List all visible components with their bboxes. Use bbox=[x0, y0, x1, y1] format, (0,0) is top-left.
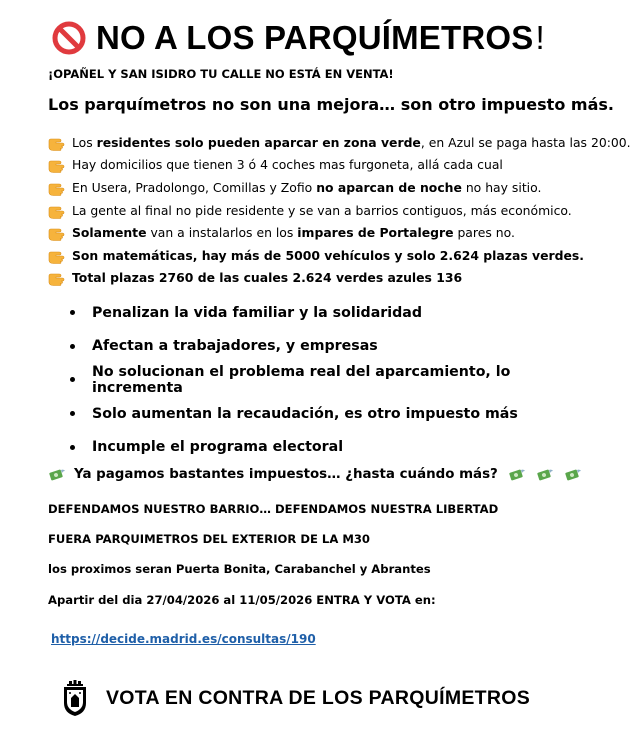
prohibited-icon bbox=[52, 21, 86, 55]
hand-bullet-item bbox=[48, 154, 588, 177]
page-title bbox=[52, 14, 545, 62]
money-line bbox=[48, 467, 582, 482]
bullet-text-part: residentes solo pueden aparcar en zona verde bbox=[96, 134, 421, 150]
pointing-hand-icon bbox=[48, 179, 67, 196]
footer-call-to-action bbox=[62, 680, 530, 716]
bullet-dot bbox=[70, 310, 75, 315]
pointing-hand-icon bbox=[48, 202, 67, 219]
bullet-text-part: Son matemáticas, hay más de 5000 vehículos y solo 2.624 plazas verdes. bbox=[72, 247, 584, 263]
title-text: NO A LOS PARQUÍMETROS bbox=[96, 19, 534, 56]
dot-bullet-item bbox=[70, 363, 603, 397]
slogan-line-1: DEFENDAMOS NUESTRO BARRIO… DEFENDAMOS NUESTRA LIBERTAD bbox=[48, 502, 499, 516]
consultation-link[interactable]: https://decide.madrid.es/consultas/190 bbox=[51, 632, 316, 646]
bullet-text-part: Hay domicilios que tienen 3 ó 4 coches mas furgoneta, allá cada cual bbox=[72, 157, 503, 173]
bullet-dot bbox=[70, 377, 75, 382]
hand-bullet-item bbox=[48, 244, 588, 267]
hand-bullet-item bbox=[48, 199, 588, 222]
hand-bullet-item bbox=[48, 267, 588, 290]
dot-bullet-item bbox=[70, 330, 603, 364]
pointing-hand-icon bbox=[48, 269, 67, 286]
money-with-wings-icon bbox=[48, 468, 66, 482]
dot-bullet-item bbox=[70, 397, 603, 431]
bullet-text-part: van a instalarlos en los bbox=[146, 225, 298, 241]
bullet-text-part: Total plazas 2760 de las cuales 2.624 verdes azules 136 bbox=[72, 270, 463, 286]
pointing-hand-icon bbox=[48, 156, 67, 173]
dot-bullet-item bbox=[70, 296, 603, 330]
dot-bullet-item bbox=[70, 430, 603, 464]
dot-bullet-text: Afectan a trabajadores, y empresas bbox=[92, 338, 378, 355]
bullet-text-part: no hay sitio. bbox=[461, 179, 542, 195]
bullet-text-part: En Usera, Pradolongo, Comillas y Zofio bbox=[72, 179, 317, 195]
subheading: ¡OPAÑEL Y SAN ISIDRO TU CALLE NO ESTÁ EN VENTA! bbox=[48, 67, 394, 81]
bullet-text-part: Los bbox=[72, 134, 97, 150]
money-with-wings-icon bbox=[536, 468, 554, 482]
bullet-text-part: pares no. bbox=[453, 225, 515, 241]
hand-bullet-item bbox=[48, 221, 588, 244]
bullet-dot bbox=[70, 411, 75, 416]
money-with-wings-icon bbox=[508, 468, 526, 482]
hand-bullet-list bbox=[48, 131, 631, 289]
madrid-crest-icon bbox=[62, 680, 88, 716]
money-line-text: Ya pagamos bastantes impuestos… ¿hasta cuándo más? bbox=[74, 467, 498, 482]
hand-bullet-item bbox=[48, 131, 631, 154]
money-with-wings-icon bbox=[564, 468, 582, 482]
dot-bullet-text: Incumple el programa electoral bbox=[92, 439, 344, 456]
dot-bullet-text: No solucionan el problema real del aparcamiento, lo incrementa bbox=[91, 363, 511, 396]
pointing-hand-icon bbox=[48, 247, 67, 264]
vote-dates-line: Apartir del dia 27/04/2026 al 11/05/2026 ENTRA Y VOTA en: bbox=[48, 593, 436, 607]
bullet-dot bbox=[70, 344, 75, 349]
title-exclamation: ! bbox=[535, 19, 545, 56]
pointing-hand-icon bbox=[48, 134, 67, 151]
bullet-text-part: Solamente bbox=[72, 225, 147, 241]
bullet-text-part: , en Azul se paga hasta las 20:00. bbox=[420, 134, 631, 150]
bullet-text-part: impares de Portalegre bbox=[297, 225, 454, 241]
dot-bullet-text: Penalizan la vida familiar y la solidaridad bbox=[92, 304, 423, 321]
dot-bullet-text: Solo aumentan la recaudación, es otro impuesto más bbox=[92, 405, 518, 422]
bullet-dot bbox=[70, 445, 75, 450]
dot-bullet-list bbox=[70, 296, 603, 464]
pointing-hand-icon bbox=[48, 224, 67, 241]
next-areas-line: los proximos seran Puerta Bonita, Carabanchel y Abrantes bbox=[48, 562, 431, 576]
bullet-text-part: no aparcan de noche bbox=[316, 179, 462, 195]
slogan-line-2: FUERA PARQUIMETROS DEL EXTERIOR DE LA M30 bbox=[48, 532, 371, 546]
lead-statement: Los parquímetros no son una mejora… son otro impuesto más. bbox=[48, 95, 614, 114]
footer-text: VOTA EN CONTRA DE LOS PARQUÍMETROS bbox=[106, 686, 531, 709]
hand-bullet-item bbox=[48, 176, 588, 199]
bullet-text-part: La gente al final no pide residente y se van a barrios contiguos, más económico. bbox=[72, 202, 572, 218]
